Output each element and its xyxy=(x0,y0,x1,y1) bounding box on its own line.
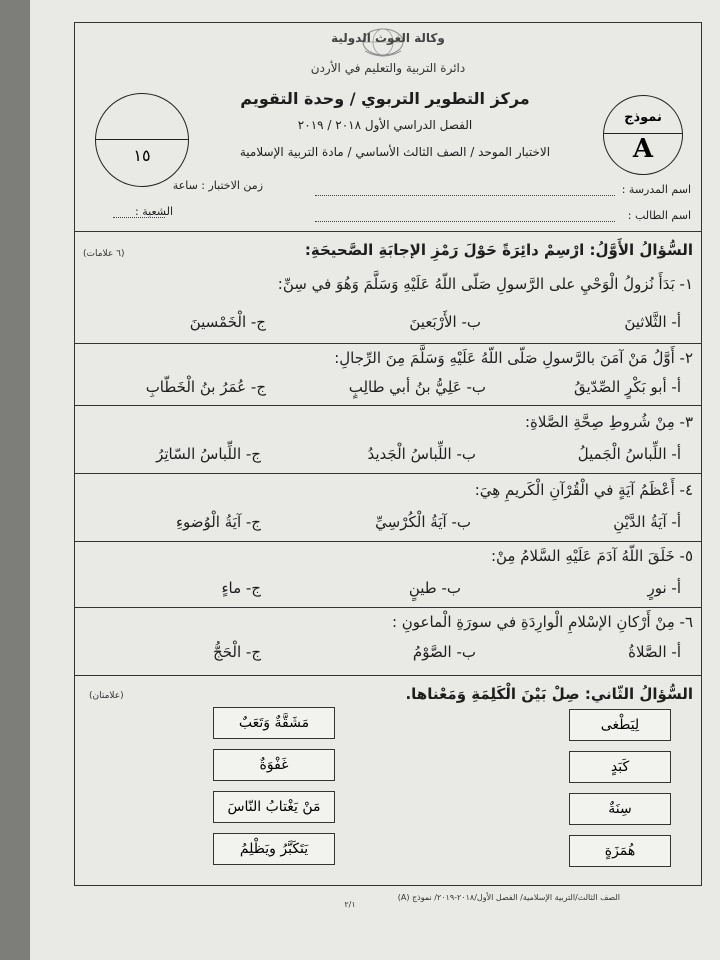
q1-item-4: ٤- أَعْظَمُ آيَةٍ في الْقُرْآنِ الْكَريمِ هِيَ: xyxy=(474,481,693,499)
student-field[interactable] xyxy=(315,221,615,222)
word-box[interactable]: سِنَةٌ xyxy=(569,793,671,825)
page-number: ٢/١ xyxy=(344,900,356,909)
center-title: مركز التطوير التربوي / وحدة التقويم xyxy=(240,89,530,108)
score-circle xyxy=(95,93,189,187)
agency-name: وكالة الغوث الدولية xyxy=(331,31,445,45)
q1-item-3-option-c[interactable]: ج- اللِّباسُ السّاتِرُ xyxy=(156,445,261,463)
q1-item-2-option-c[interactable]: ج- عُمَرُ بنُ الْخَطّابِ xyxy=(145,378,266,396)
q1-item-2-option-b[interactable]: ب- عَلِيُّ بنُ أبي طالِبٍ xyxy=(348,378,486,396)
q1-marks: (٦ علامات) xyxy=(83,249,125,259)
q1-item-5-option-c[interactable]: ج- ماءٍ xyxy=(221,579,261,597)
page-footer: الصف الثالث/التربية الإسلامية/ الفصل الأول/٢٠١٨-٢٠١٩/ نموذج (A) xyxy=(397,893,620,902)
q1-item-3-option-a[interactable]: أ- اللِّباسُ الْجَميلُ xyxy=(577,445,681,463)
meaning-box[interactable]: مَنْ يَغْتابُ النّاسَ xyxy=(213,791,335,823)
word-box[interactable]: لِيَطْغى xyxy=(569,709,671,741)
item-divider xyxy=(75,541,701,542)
header-divider xyxy=(75,231,701,232)
model-label: نموذج xyxy=(624,110,662,125)
total-score: ١٥ xyxy=(133,146,151,165)
model-circle xyxy=(603,95,683,175)
item-divider xyxy=(75,473,701,474)
student-label: اسم الطالب : xyxy=(627,209,691,222)
time-label: زمن الاختبار : ساعة xyxy=(172,179,263,192)
exam-line: الاختبار الموحد / الصف الثالث الأساسي / مادة التربية الإسلامية xyxy=(239,145,551,159)
exam-frame xyxy=(74,22,702,886)
model-version: A xyxy=(632,134,654,164)
q1-heading: السُّؤالُ الأَوَّلُ: ارْسِمْ دائِرَةً حَوْلَ رَمْزِ الإجابَةِ الصَّحيحَةِ: xyxy=(304,241,693,259)
q1-item-1-option-a[interactable]: أ- الثَّلاثينَ xyxy=(624,313,681,331)
word-box[interactable]: هُمَزَةٍ xyxy=(569,835,671,867)
q1-item-1: ١- بَدَأَ نُزولُ الْوَحْيِ على الرَّسولِ صَلّى اللّهُ عَلَيْهِ وَسَلَّمَ وَهُوَ في سِنِّ: xyxy=(277,275,693,293)
meaning-box[interactable]: مَشَقَّةٌ وَتَعَبٌ xyxy=(213,707,335,739)
q1-item-3-option-b[interactable]: ب- اللِّباسُ الْجَديدُ xyxy=(367,445,476,463)
word-box[interactable]: كَبَدٍ xyxy=(569,751,671,783)
section-divider xyxy=(75,675,701,676)
item-divider xyxy=(75,405,701,406)
q2-marks: (علامتان) xyxy=(89,691,124,701)
q1-item-4-option-a[interactable]: أ- آيَةُ الدَّيْنِ xyxy=(613,513,681,531)
q1-item-5-option-b[interactable]: ب- طينٍ xyxy=(408,579,461,597)
q1-item-5: ٥- خَلَقَ اللّهُ آدَمَ عَلَيْهِ السَّلامُ مِنْ: xyxy=(490,547,693,565)
semester-line: الفصل الدراسي الأول ٢٠١٨ / ٢٠١٩ xyxy=(297,118,473,132)
q1-item-6-option-b[interactable]: ب- الصَّوْمُ xyxy=(412,643,476,661)
q1-item-4-option-b[interactable]: ب- آيَةُ الْكُرْسِيِّ xyxy=(375,513,471,531)
item-divider xyxy=(75,343,701,344)
q2-heading: السُّؤالُ الثّاني: صِلْ بَيْنَ الْكَلِمَةِ وَمَعْناها. xyxy=(405,685,693,703)
q1-item-6-option-c[interactable]: ج- الْحَجُّ xyxy=(213,643,261,661)
q1-item-2: ٢- أَوَّلُ مَنْ آمَنَ بالرَّسولِ صَلّى اللّهُ عَلَيْهِ وَسَلَّمَ مِنَ الرِّجالِ: xyxy=(334,349,693,367)
school-field[interactable] xyxy=(315,195,615,196)
q1-item-2-option-a[interactable]: أ- أبو بَكْرٍ الصِّدّيقُ xyxy=(573,378,681,396)
q1-item-6-option-a[interactable]: أ- الصَّلاةُ xyxy=(628,643,681,661)
q1-item-1-option-c[interactable]: ج- الْخَمْسينَ xyxy=(189,313,266,331)
score-divider xyxy=(96,139,188,140)
q1-item-4-option-c[interactable]: ج- آيَةُ الْوُضوءِ xyxy=(175,513,261,531)
item-divider xyxy=(75,607,701,608)
q1-item-3: ٣- مِنْ شُروطِ صِحَّةِ الصَّلاةِ: xyxy=(524,413,693,431)
meaning-box[interactable]: غَفْوَةٌ xyxy=(213,749,335,781)
q1-item-1-option-b[interactable]: ب- الأَرْبَعينَ xyxy=(409,313,481,331)
q1-item-5-option-a[interactable]: أ- نورٍ xyxy=(647,579,681,597)
q1-item-6: ٦- مِنْ أَرْكانِ الإسْلامِ الْوارِدَةِ في سورَةِ الْماعونِ : xyxy=(391,613,693,631)
meaning-box[interactable]: يَتَكَبَّرُ ويَظْلِمُ xyxy=(213,833,335,865)
section-label: الشعبة : xyxy=(135,205,173,218)
section-field[interactable] xyxy=(113,217,165,218)
school-label: اسم المدرسة : xyxy=(621,183,691,196)
department-name: دائرة التربية والتعليم في الأردن xyxy=(310,61,466,75)
